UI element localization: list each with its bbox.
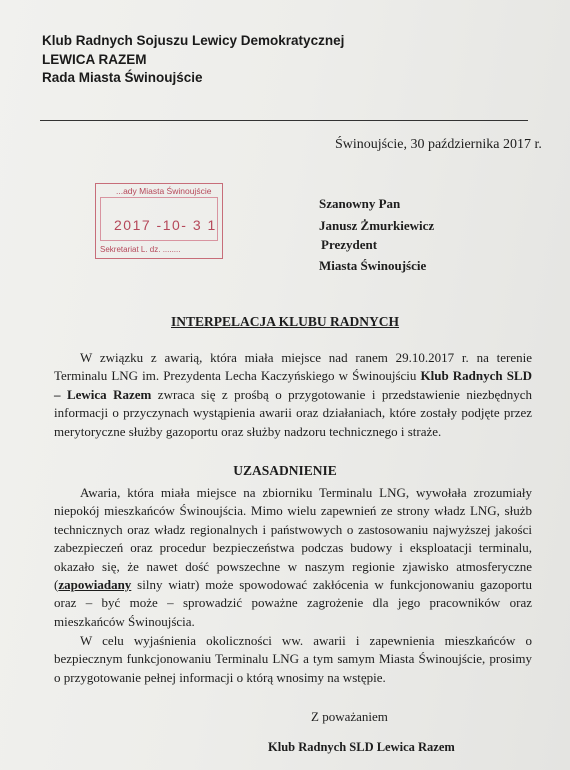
club-name-bold: Klub Radnych SLD – Lewica Razem — [54, 368, 532, 402]
paragraph-request — [54, 349, 532, 441]
paragraph-request-part2: zwraca się z prośbą o przygotowanie i przedstawienie niezbędnych informacji o przyczynach wystąpienia awarii oraz działaniach, które zostały podjęte przez merytoryczne służby gazoportu oraz służby nadzoru technicznego i straże. — [54, 386, 533, 439]
paragraph-justification — [54, 484, 532, 631]
received-stamp — [95, 183, 223, 259]
addressee-name: Janusz Żmurkiewicz — [319, 218, 435, 233]
letterhead-line-2: LEWICA RAZEM — [42, 52, 147, 67]
stamp-date: 2017 -10- 3 1 — [114, 217, 217, 233]
addressee-salutation: Szanowny Pan — [319, 196, 401, 211]
document-title: INTERPELACJA KLUBU RADNYCH — [170, 314, 400, 329]
signature: Klub Radnych SLD Lewica Razem — [268, 740, 455, 754]
letterhead-line-1: Klub Radnych Sojuszu Lewicy Demokratycznej — [42, 33, 345, 48]
letterhead-line-3: Rada Miasta Świnoujście — [42, 70, 203, 85]
paragraph-closing-request: W celu wyjaśnienia okoliczności ww. awarii i zapewnienia mieszkańców o bezpiecznym funkcjonowaniu Terminalu LNG a tym samym Miasta Świnoujście, prosimy o przygotowanie pełnej informacji o którą wnosimy na wstępie. — [54, 633, 532, 685]
date-line: Świnoujście, 30 października 2017 r. — [335, 137, 542, 152]
section-title: UZASADNIENIE — [233, 463, 337, 478]
underlined-word: zapowiadany — [58, 577, 132, 593]
paragraph-justification-part1: Awaria, która miała miejsce na zbiorniku Terminalu LNG, wywołała zrozumiały niepokój mieszkańców Świnoujścia. Mimo wielu zapewnień ze strony władz LNG, służb technicznych oraz władz regionalnych i państwowych o zastosowaniu najwyższej jakości zabezpieczeń oraz procedur bezpieczeństwa podczas budowy i eksploatacji terminalu, okazało się, że nawet dość powszechne w naszym regionie zjawisko atmosferyczne ( — [54, 485, 532, 593]
addressee-role: Prezydent — [321, 237, 378, 252]
closing-phrase: Z poważaniem — [311, 709, 388, 724]
addressee-city: Miasta Świnoujście — [319, 258, 427, 273]
paragraph-justification-part2: silny wiatr) może spowodować zakłócenia w funkcjonowaniu gazoportu oraz – być może – sprowadzić poważne zagrożenie dla jego pracowników oraz mieszkańców Świnoujścia. — [54, 577, 532, 629]
stamp-title: ...ady Miasta Świnoujście — [116, 186, 212, 196]
paragraph-request-part1: W związku z awarią, która miała miejsce nad ranem 29.10.2017 r. na terenie Terminalu LNG im. Prezydenta Lecha Kaczyńskiego w Świnoujściu — [54, 350, 532, 384]
header-divider — [40, 120, 528, 121]
stamp-footer: Sekretariat L. dz. ........ — [100, 245, 181, 254]
